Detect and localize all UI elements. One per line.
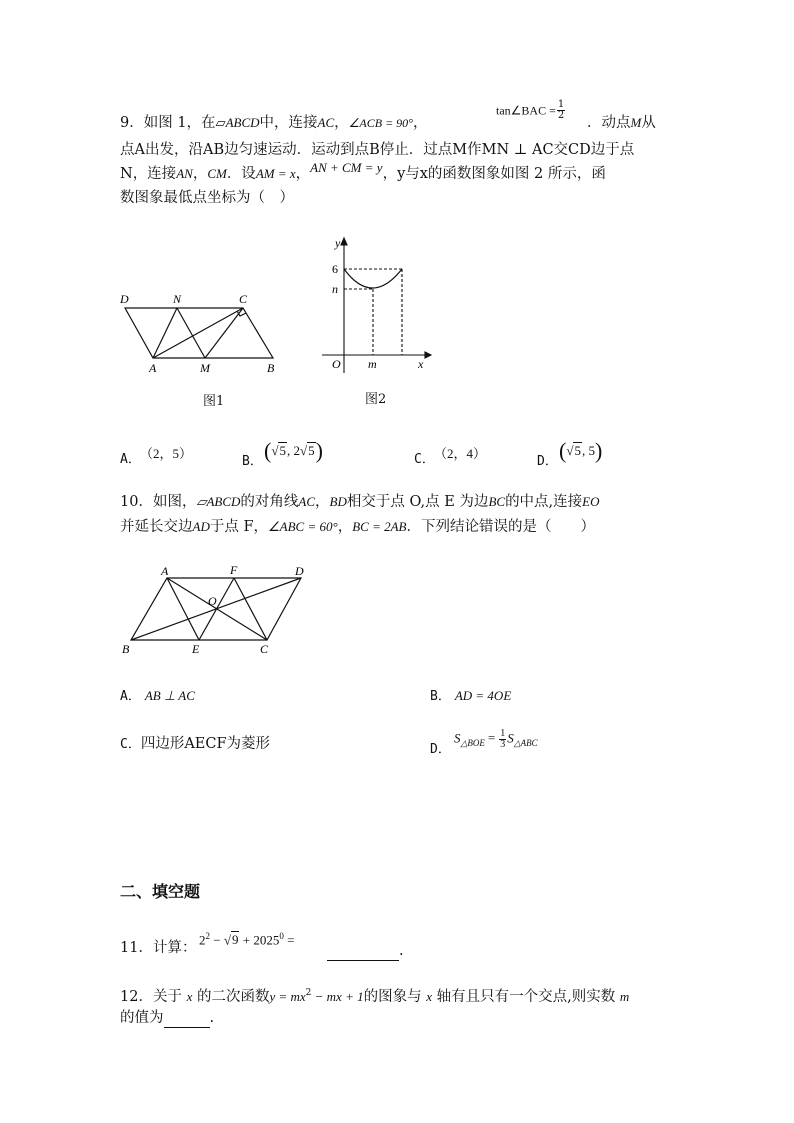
tan-fraction: $\frac{1}{2}$	[557, 99, 565, 121]
label-y: y	[335, 236, 341, 250]
q10-line1: 10．如图，▱ABCD的对角线AC，BD相交于点 O,点 E 为边BC的中点,连接EO	[120, 494, 600, 510]
angle-acb-expr: ∠ACB = 90°	[348, 116, 413, 130]
q10-option-b[interactable]: B． AD = 4OE	[430, 688, 512, 704]
q9-option-c[interactable]: C．	[414, 452, 435, 467]
label-6: 6	[332, 262, 338, 276]
q11-answer-blank[interactable]: .	[327, 940, 404, 961]
label-F: F	[230, 563, 238, 577]
q9-option-c-value: （2，4）	[434, 446, 487, 461]
label-m: m	[368, 357, 377, 371]
q12-line2: 的值为 .	[120, 1010, 215, 1026]
segment-cm	[205, 308, 243, 358]
label-N: N	[173, 292, 182, 306]
label-B: B	[267, 361, 275, 375]
q11-line: 11．计算：	[120, 940, 197, 956]
q9-line3: N，连接AN，CM．设AM = x，AN + CM = y，y与x的函数图象如图 2 所示，函	[120, 160, 606, 182]
label-D: D	[295, 564, 304, 578]
segment-an	[153, 308, 177, 358]
q9-figure-1	[115, 288, 285, 378]
label-A: A	[161, 564, 169, 578]
label-O: O	[208, 594, 217, 608]
function-curve	[344, 269, 402, 288]
segment-ac	[153, 308, 243, 358]
label-C: C	[239, 292, 248, 306]
label-D: D	[120, 292, 129, 306]
section-title-fill-in: 二、填空题	[120, 882, 201, 901]
q9-line4: 数图象最低点坐标为（ ）	[120, 190, 294, 206]
label-n: n	[332, 282, 338, 296]
label-B: B	[122, 642, 130, 656]
q12-line1: 12．关于 x 的二次函数$y = mx^2$ − mx + 1的图象与 x 轴有且只有一个交点,则实数 m	[120, 988, 630, 1005]
q9-line1: 9．如图 1，在▱ABCD中，连接AC，∠ACB = 90°，	[120, 115, 428, 131]
segment-ef	[199, 578, 234, 640]
segment-fc	[234, 578, 267, 640]
label-O: O	[332, 357, 341, 371]
q9-option-a-value: （2，5）	[140, 446, 193, 461]
segment-nm	[177, 308, 205, 358]
q9-fig2-caption: 图2	[365, 392, 387, 407]
q10-option-c[interactable]: C．四边形AECF为菱形	[120, 736, 271, 752]
q9-option-a[interactable]: A．	[120, 452, 141, 467]
q9-option-b-value: (√5, 2√5)	[264, 438, 323, 463]
label-M: M	[200, 361, 210, 375]
label-C: C	[260, 642, 269, 656]
q10-line2: 并延长交边AD于点 F，∠ABC = 60°，BC = 2AB．下列结论错误的是（ ）	[120, 519, 595, 535]
q9-tan-expr: tan∠BAC = $\frac{1}{2}$	[496, 99, 565, 121]
q9-figure-2	[320, 235, 435, 375]
q10-option-d-value: $S_{\triangle BOE}$ = $\frac{1}{3}$ $S_{\triangle ABC}$	[454, 728, 538, 750]
parallelogram-symbol: ▱	[215, 116, 226, 131]
q9-option-b[interactable]: B．	[242, 454, 263, 469]
q10-option-a[interactable]: A． AB ⊥ AC	[120, 688, 195, 704]
y-axis-arrow	[341, 238, 347, 245]
q10-figure	[115, 560, 315, 660]
q11-expr: $2^2 - √9 + 2025^0$ =	[199, 931, 295, 948]
q9-option-d[interactable]: D．	[537, 454, 558, 469]
q9-option-d-value: (√5, 5)	[559, 438, 603, 463]
q10-option-d[interactable]: D．	[430, 742, 451, 757]
q12-answer-blank[interactable]	[164, 1012, 210, 1028]
q9-line1-tail: ．动点M从	[587, 115, 656, 131]
q9-line2: 点A出发，沿AB边匀速运动．运动到点B停止．过点M作MN ⊥ AC交CD边于点	[120, 142, 635, 158]
label-A: A	[149, 361, 157, 375]
x-axis-arrow	[425, 352, 431, 358]
q9-fig1-caption: 图1	[203, 394, 225, 409]
label-E: E	[192, 642, 200, 656]
label-x: x	[418, 357, 424, 371]
